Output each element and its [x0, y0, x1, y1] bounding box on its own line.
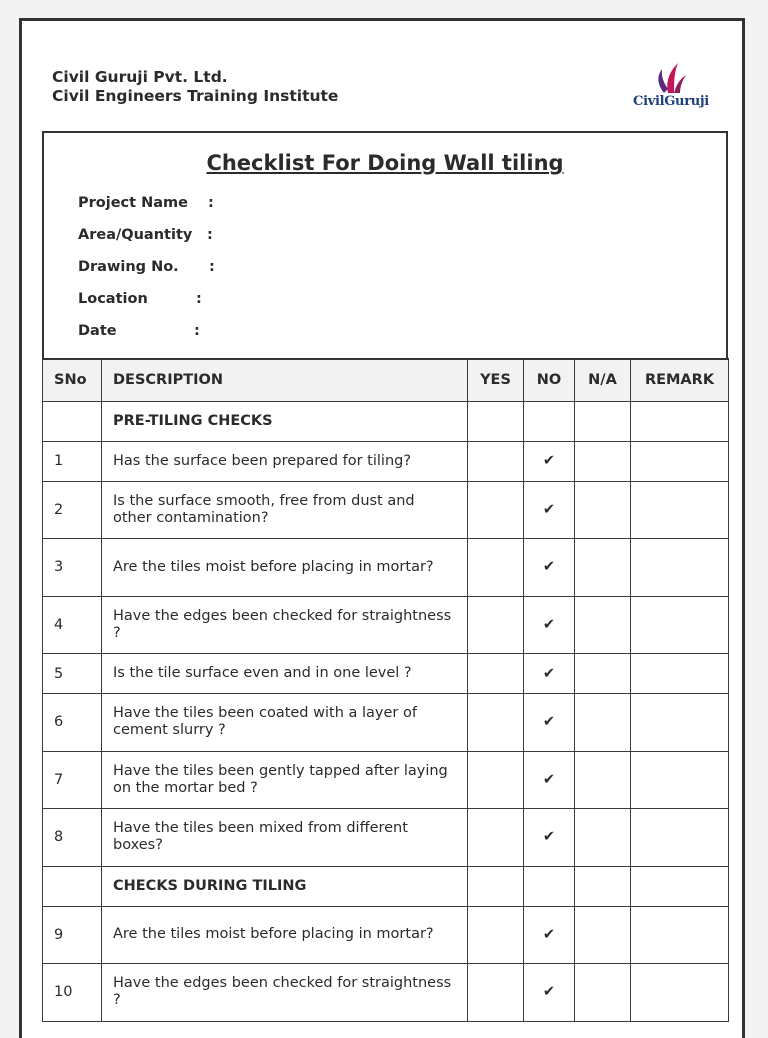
- no-cell[interactable]: [524, 866, 575, 906]
- field-label: Location: [78, 291, 148, 307]
- table-row: [43, 964, 729, 1022]
- table-row: [43, 694, 729, 752]
- yes-cell[interactable]: [468, 964, 524, 1022]
- table-row: [43, 906, 729, 964]
- remark-cell[interactable]: [631, 906, 729, 964]
- no-check-icon[interactable]: ✔: [524, 539, 575, 597]
- field-label: Area/Quantity: [78, 227, 193, 243]
- field-date: [78, 323, 200, 339]
- na-cell[interactable]: [575, 751, 631, 809]
- field-colon: :: [194, 323, 200, 339]
- field-colon: :: [207, 227, 213, 243]
- yes-cell[interactable]: [468, 906, 524, 964]
- na-cell[interactable]: [575, 654, 631, 694]
- sno-cell: 3: [43, 539, 102, 597]
- yes-cell[interactable]: [468, 809, 524, 867]
- field-label: Drawing No.: [78, 259, 179, 275]
- no-cell[interactable]: [524, 401, 575, 441]
- yes-cell[interactable]: [468, 596, 524, 654]
- column-header-sno: SNo: [43, 359, 102, 401]
- description-cell: Have the edges been checked for straightness ?: [102, 596, 468, 654]
- field-label: Project Name: [78, 195, 188, 211]
- remark-cell[interactable]: [631, 809, 729, 867]
- section-row: [43, 866, 729, 906]
- description-cell: Is the tile surface even and in one level ?: [102, 654, 468, 694]
- table-row: [43, 441, 729, 481]
- sno-cell: 2: [43, 481, 102, 539]
- yes-cell[interactable]: [468, 539, 524, 597]
- remark-cell[interactable]: [631, 441, 729, 481]
- sno-cell: 5: [43, 654, 102, 694]
- no-check-icon[interactable]: ✔: [524, 906, 575, 964]
- table-row: [43, 596, 729, 654]
- no-check-icon[interactable]: ✔: [524, 654, 575, 694]
- table-row: [43, 751, 729, 809]
- no-check-icon[interactable]: ✔: [524, 964, 575, 1022]
- yes-cell[interactable]: [468, 751, 524, 809]
- na-cell[interactable]: [575, 906, 631, 964]
- field-project-name: [78, 195, 214, 211]
- checklist-title: Checklist For Doing Wall tiling: [206, 151, 564, 175]
- no-check-icon[interactable]: ✔: [524, 596, 575, 654]
- sno-cell: 9: [43, 906, 102, 964]
- table-header-row: [43, 359, 729, 401]
- sno-cell: [43, 401, 102, 441]
- no-check-icon[interactable]: ✔: [524, 481, 575, 539]
- sno-cell: 8: [43, 809, 102, 867]
- remark-cell[interactable]: [631, 751, 729, 809]
- description-cell: Are the tiles moist before placing in mortar?: [102, 906, 468, 964]
- field-label: Date: [78, 323, 117, 339]
- remark-cell[interactable]: [631, 596, 729, 654]
- no-check-icon[interactable]: ✔: [524, 809, 575, 867]
- table-row: [43, 481, 729, 539]
- description-cell: Have the edges been checked for straightness ?: [102, 964, 468, 1022]
- yes-cell[interactable]: [468, 654, 524, 694]
- company-header: [52, 68, 338, 106]
- yes-cell[interactable]: [468, 694, 524, 752]
- section-title: CHECKS DURING TILING: [102, 866, 468, 906]
- na-cell[interactable]: [575, 481, 631, 539]
- na-cell[interactable]: [575, 401, 631, 441]
- column-header-remark: REMARK: [631, 359, 729, 401]
- company-name: Civil Guruji Pvt. Ltd.: [52, 68, 228, 86]
- description-cell: Have the tiles been gently tapped after laying on the mortar bed ?: [102, 751, 468, 809]
- na-cell[interactable]: [575, 964, 631, 1022]
- remark-cell[interactable]: [631, 866, 729, 906]
- remark-cell[interactable]: [631, 694, 729, 752]
- field-drawing-no: [78, 259, 215, 275]
- yes-cell[interactable]: [468, 481, 524, 539]
- yes-cell[interactable]: [468, 401, 524, 441]
- section-row: [43, 401, 729, 441]
- field-colon: :: [196, 291, 202, 307]
- sno-cell: [43, 866, 102, 906]
- na-cell[interactable]: [575, 441, 631, 481]
- column-header-yes: YES: [468, 359, 524, 401]
- table-row: [43, 654, 729, 694]
- description-cell: Is the surface smooth, free from dust and other contamination?: [102, 481, 468, 539]
- table-row: [43, 809, 729, 867]
- field-colon: :: [208, 195, 214, 211]
- logo-flame-icon: [628, 59, 714, 95]
- sno-cell: 4: [43, 596, 102, 654]
- field-colon: :: [209, 259, 215, 275]
- na-cell[interactable]: [575, 866, 631, 906]
- yes-cell[interactable]: [468, 441, 524, 481]
- sno-cell: 7: [43, 751, 102, 809]
- column-header-no: NO: [524, 359, 575, 401]
- company-tagline: Civil Engineers Training Institute: [52, 87, 339, 105]
- civilguruji-logo: [628, 59, 714, 119]
- field-area-quantity: [78, 227, 213, 243]
- remark-cell[interactable]: [631, 481, 729, 539]
- na-cell[interactable]: [575, 809, 631, 867]
- description-cell: Have the tiles been mixed from different boxes?: [102, 809, 468, 867]
- description-cell: Are the tiles moist before placing in mortar?: [102, 539, 468, 597]
- sno-cell: 10: [43, 964, 102, 1022]
- field-location: [78, 291, 202, 307]
- column-header-na: N/A: [575, 359, 631, 401]
- column-header-description: DESCRIPTION: [102, 359, 468, 401]
- document-page: [19, 18, 745, 1038]
- remark-cell[interactable]: [631, 654, 729, 694]
- no-check-icon[interactable]: ✔: [524, 694, 575, 752]
- yes-cell[interactable]: [468, 866, 524, 906]
- project-info-box: [42, 131, 728, 360]
- na-cell[interactable]: [575, 539, 631, 597]
- checklist-table: [42, 358, 729, 1022]
- description-cell: Have the tiles been coated with a layer of cement slurry ?: [102, 694, 468, 752]
- sno-cell: 1: [43, 441, 102, 481]
- no-check-icon[interactable]: ✔: [524, 441, 575, 481]
- table-row: [43, 539, 729, 597]
- na-cell[interactable]: [575, 596, 631, 654]
- remark-cell[interactable]: [631, 964, 729, 1022]
- section-title: PRE-TILING CHECKS: [102, 401, 468, 441]
- remark-cell[interactable]: [631, 539, 729, 597]
- description-cell: Has the surface been prepared for tiling?: [102, 441, 468, 481]
- remark-cell[interactable]: [631, 401, 729, 441]
- sno-cell: 6: [43, 694, 102, 752]
- na-cell[interactable]: [575, 694, 631, 752]
- no-check-icon[interactable]: ✔: [524, 751, 575, 809]
- logo-text: CivilGuruji: [633, 94, 709, 109]
